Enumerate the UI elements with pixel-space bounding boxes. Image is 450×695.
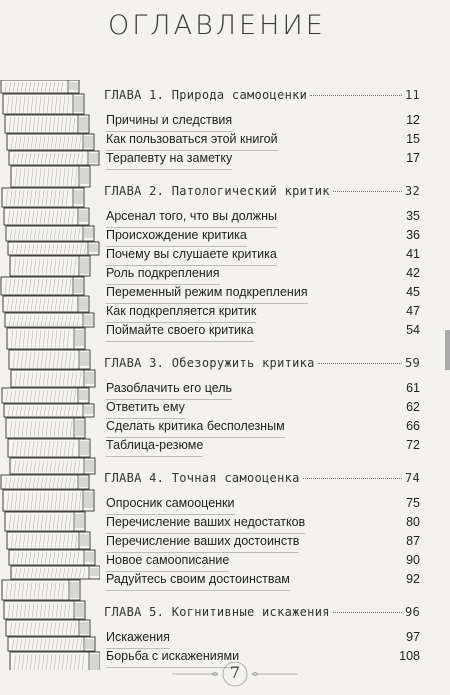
book-spine: [6, 226, 94, 241]
entry-page: 75: [406, 496, 420, 510]
entry-page: 15: [406, 132, 420, 146]
toc-entry[interactable]: [106, 398, 420, 417]
book-spine: [5, 313, 94, 327]
leader-space: [206, 445, 402, 446]
leader-space: [311, 292, 402, 293]
book-spine: [1, 80, 79, 93]
chapter-page: 96: [404, 605, 420, 619]
leader-dots: [333, 611, 402, 613]
chapter-1: [104, 86, 420, 168]
chapter-heading[interactable]: [104, 469, 420, 488]
book-spine: [8, 242, 99, 255]
toc-entry[interactable]: [106, 302, 420, 321]
book-spine: [10, 652, 100, 670]
page-edge-shadow: [445, 330, 450, 370]
leader-space: [293, 579, 402, 580]
book-spine: [3, 94, 84, 114]
entry-label: Перечисление ваших достоинств: [106, 532, 299, 553]
entry-label: Арсенал того, что вы должны: [106, 207, 277, 228]
book-spine: [10, 458, 95, 474]
entry-page: 17: [406, 151, 420, 165]
book-spine: [5, 512, 85, 531]
toc-entry[interactable]: [106, 436, 420, 455]
leader-space: [281, 139, 402, 140]
leader-space: [250, 235, 402, 236]
toc-entry[interactable]: [106, 111, 420, 130]
leader-space: [235, 158, 402, 159]
toc-entry[interactable]: [106, 321, 420, 340]
entry-label: Сделать критика бесполезным: [106, 417, 285, 438]
book-spine: [1, 277, 84, 295]
book-spine: [10, 256, 90, 276]
chapter-title: ГЛАВА 1. Природа самооценки: [104, 88, 308, 102]
book-spine: [9, 350, 90, 369]
toc-entry[interactable]: [106, 264, 420, 283]
book-spine: [2, 188, 84, 207]
book-spine: [4, 404, 94, 417]
entry-label: Радуйтесь своим достоинствам: [106, 570, 290, 591]
toc-entry[interactable]: [106, 130, 420, 149]
leader-dots: [333, 190, 402, 192]
book-spine: [9, 550, 95, 565]
book-spine: [8, 637, 95, 651]
entry-page: 42: [406, 266, 420, 280]
page-number: 7: [229, 663, 241, 682]
book-spine: [7, 134, 94, 150]
entry-label: Таблица-резюме: [106, 436, 203, 457]
leader-space: [188, 407, 402, 408]
toc-entry[interactable]: [106, 570, 420, 589]
leader-space: [173, 637, 402, 638]
book-spine: [7, 328, 85, 349]
chapter-title: ГЛАВА 3. Обезоружить критика: [104, 356, 315, 370]
entry-label: Борьба с искажениями: [106, 647, 239, 668]
entry-label: Терапевту на заметку: [106, 149, 232, 170]
entry-page: 80: [406, 515, 420, 529]
chapter-title: ГЛАВА 5. Когнитивные искажения: [104, 605, 330, 619]
toc-entry[interactable]: [106, 283, 420, 302]
entry-page: 61: [406, 381, 420, 395]
leader-space: [280, 254, 402, 255]
entry-label: Поймайте своего критика: [106, 321, 254, 342]
toc-entry[interactable]: [106, 417, 420, 436]
entry-page: 62: [406, 400, 420, 414]
leader-space: [235, 388, 402, 389]
chapter-heading[interactable]: [104, 354, 420, 373]
leader-space: [308, 522, 402, 523]
entry-page: 92: [406, 572, 420, 586]
book-spine: [7, 532, 90, 549]
book-spine: [6, 418, 85, 438]
chapter-page: 59: [404, 356, 420, 370]
chapter-heading[interactable]: [104, 603, 420, 622]
leader-dots: [303, 477, 402, 479]
entry-label: Почему вы слушаете критика: [106, 245, 277, 266]
table-of-contents: [104, 86, 420, 672]
leader-space: [242, 656, 397, 657]
entry-page: 45: [406, 285, 420, 299]
chapter-2: [104, 182, 420, 340]
entry-page: 87: [406, 534, 420, 548]
book-spine: [11, 566, 100, 579]
chapter-page: 11: [404, 88, 420, 102]
entry-page: 36: [406, 228, 420, 242]
entry-label: Перечисление ваших недостатков: [106, 513, 305, 534]
chapter-4: [104, 469, 420, 589]
book-spine: [3, 490, 94, 511]
entry-page: 47: [406, 304, 420, 318]
leader-space: [302, 541, 402, 542]
book-spine: [4, 601, 85, 619]
entry-label: Искажения: [106, 628, 170, 649]
entry-label: Новое самоописание: [106, 551, 229, 572]
leader-dots: [310, 94, 402, 96]
page-footer: [170, 660, 300, 688]
entry-page: 12: [406, 113, 420, 127]
chapter-page: 32: [404, 184, 420, 198]
toc-entry[interactable]: [106, 628, 420, 647]
entry-page: 41: [406, 247, 420, 261]
leader-space: [259, 311, 402, 312]
leader-space: [238, 503, 403, 504]
entry-label: Роль подкрепления: [106, 264, 220, 285]
leader-space: [232, 560, 402, 561]
toc-entry[interactable]: [106, 245, 420, 264]
entry-label: Происхождение критика: [106, 226, 247, 247]
toc-entry[interactable]: [106, 149, 420, 168]
book-spine: [4, 208, 89, 225]
leader-space: [288, 426, 402, 427]
entry-label: Как пользоваться этой книгой: [106, 130, 278, 151]
entry-page: 66: [406, 419, 420, 433]
book-spine: [3, 296, 89, 312]
book-spine: [2, 388, 89, 403]
leader-space: [257, 330, 402, 331]
entry-label: Разоблачить его цель: [106, 379, 232, 400]
chapter-3: [104, 354, 420, 455]
book-spine: [8, 439, 90, 457]
entry-label: Переменный режим подкрепления: [106, 283, 308, 304]
leader-space: [280, 216, 402, 217]
chapter-heading[interactable]: [104, 182, 420, 201]
entry-page: 108: [399, 649, 420, 663]
chapter-page: 74: [404, 471, 420, 485]
book-spine: [11, 370, 95, 387]
book-spine: [1, 475, 89, 489]
chapter-title: ГЛАВА 2. Патологический критик: [104, 184, 330, 198]
entry-label: Как подкрепляется критик: [106, 302, 256, 323]
entry-page: 97: [406, 630, 420, 644]
leader-space: [235, 120, 402, 121]
leader-space: [223, 273, 402, 274]
entry-page: 90: [406, 553, 420, 567]
toc-entry[interactable]: [106, 532, 420, 551]
toc-entry[interactable]: [106, 551, 420, 570]
toc-entry[interactable]: [106, 379, 420, 398]
entry-page: 35: [406, 209, 420, 223]
page-title: ОГЛАВЛЕНИЕ: [108, 10, 326, 41]
books-stack-illustration: [0, 80, 100, 670]
book-spine: [11, 166, 90, 187]
book-spine: [6, 620, 90, 636]
chapter-heading[interactable]: [104, 86, 420, 105]
leader-dots: [318, 362, 402, 364]
toc-entry[interactable]: [106, 226, 420, 245]
toc-entry[interactable]: [106, 207, 420, 226]
entry-label: Опросник самооценки: [106, 494, 235, 515]
toc-entry[interactable]: [106, 494, 420, 513]
chapter-5: [104, 603, 420, 666]
entry-page: 72: [406, 438, 420, 452]
entry-label: Ответить ему: [106, 398, 185, 419]
chapter-title: ГЛАВА 4. Точная самооценка: [104, 471, 300, 485]
book-spine: [9, 151, 99, 165]
toc-entry[interactable]: [106, 513, 420, 532]
entry-page: 54: [406, 323, 420, 337]
book-spine: [2, 580, 80, 600]
book-spine: [5, 115, 89, 133]
entry-label: Причины и следствия: [106, 111, 232, 132]
